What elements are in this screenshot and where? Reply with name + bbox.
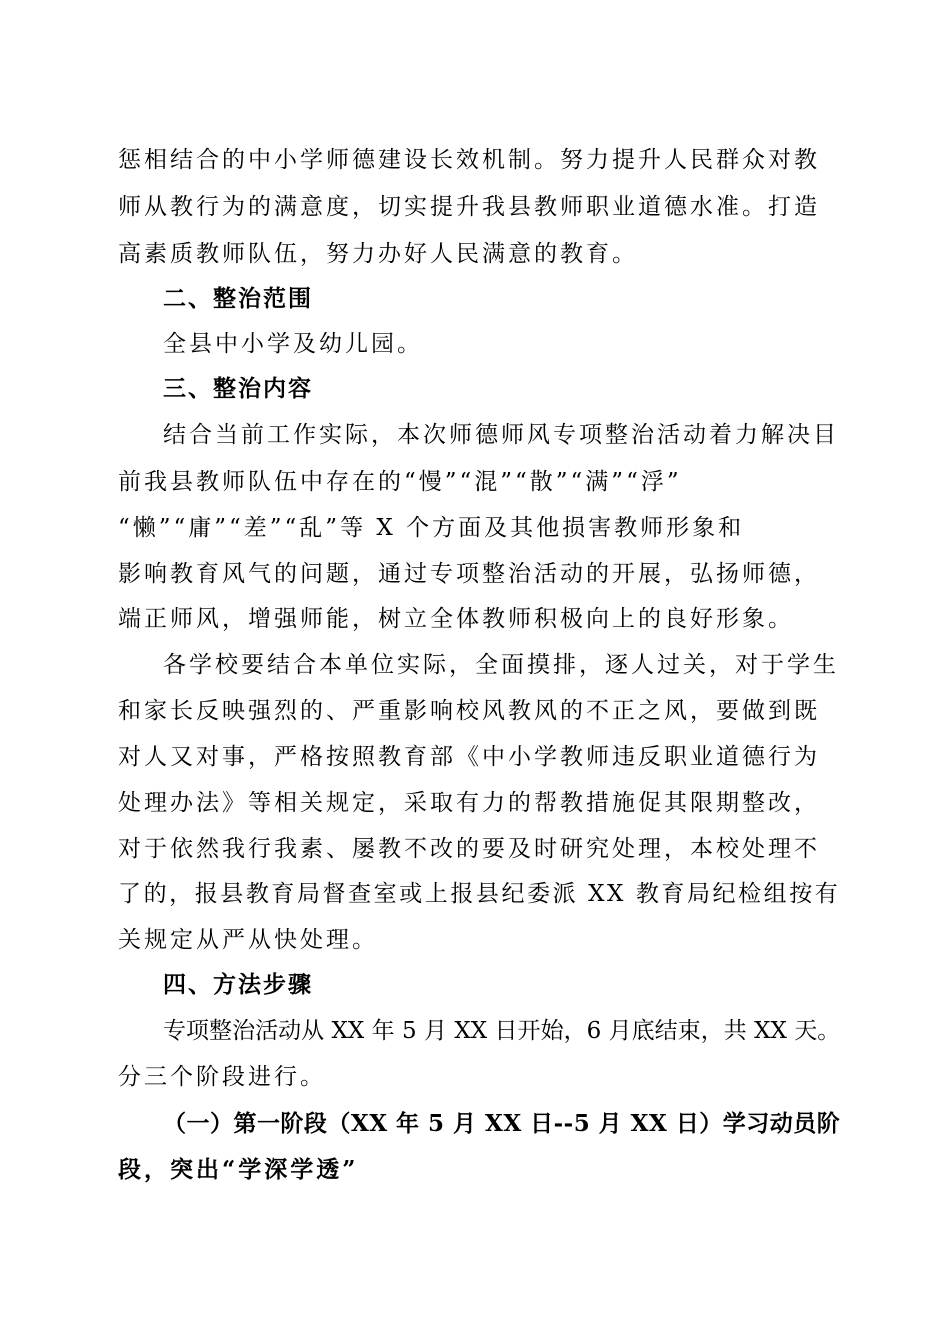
paragraph-line: 了的，报县教育局督查室或上报县纪委派 XX 教育局纪检组按有 <box>118 881 841 907</box>
paragraph-line: 端正师风，增强师能，树立全体教师积极向上的良好形象。 <box>118 606 794 632</box>
paragraph-line: 专项整治活动从 XX 年 5 月 XX 日开始，6 月底结束，共 XX 天。 <box>163 1018 841 1044</box>
paragraph-line: 各学校要结合本单位实际，全面摸排，逐人过关，对于学生 <box>163 652 839 678</box>
paragraph-line: 高素质教师队伍，努力办好人民满意的教育。 <box>118 241 638 267</box>
subsection-heading-phase-one: （一）第一阶段（XX 年 5 月 XX 日--5 月 XX 日）学习动员阶 <box>163 1110 841 1137</box>
paragraph-line: 惩相结合的中小学师德建设长效机制。努力提升人民群众对教 <box>118 147 820 173</box>
section-heading-scope: 二、整治范围 <box>163 286 313 312</box>
paragraph-line: 处理办法》等相关规定，采取有力的帮教措施促其限期整改， <box>118 790 820 816</box>
paragraph-line: 关规定从严从快处理。 <box>118 927 378 953</box>
paragraph-line: 对于依然我行我素、屡教不改的要及时研究处理，本校处理不 <box>118 836 820 862</box>
section-heading-steps: 四、方法步骤 <box>163 972 313 998</box>
section-heading-content: 三、整治内容 <box>163 376 313 402</box>
paragraph-line: 影响教育风气的问题，通过专项整治活动的开展，弘扬师德， <box>118 561 820 587</box>
paragraph-line: 师从教行为的满意度，切实提升我县教师职业道德水准。打造 <box>118 194 820 220</box>
subsection-heading-phase-one-cont: 段，突出“学深学透” <box>118 1156 359 1183</box>
paragraph-line: 结合当前工作实际，本次师德师风专项整治活动着力解决目 <box>163 422 839 448</box>
paragraph-line: 全县中小学及幼儿园。 <box>163 331 423 357</box>
paragraph-line: 分三个阶段进行。 <box>118 1064 326 1090</box>
paragraph-line: “懒”“庸”“差”“乱”等 X 个方面及其他损害教师形象和 <box>118 515 745 541</box>
paragraph-line: 对人又对事，严格按照教育部《中小学教师违反职业道德行为 <box>118 744 820 770</box>
paragraph-line: 前我县教师队伍中存在的“慢”“混”“散”“满”“浮” <box>118 469 682 495</box>
paragraph-line: 和家长反映强烈的、严重影响校风教风的不正之风，要做到既 <box>118 698 820 724</box>
